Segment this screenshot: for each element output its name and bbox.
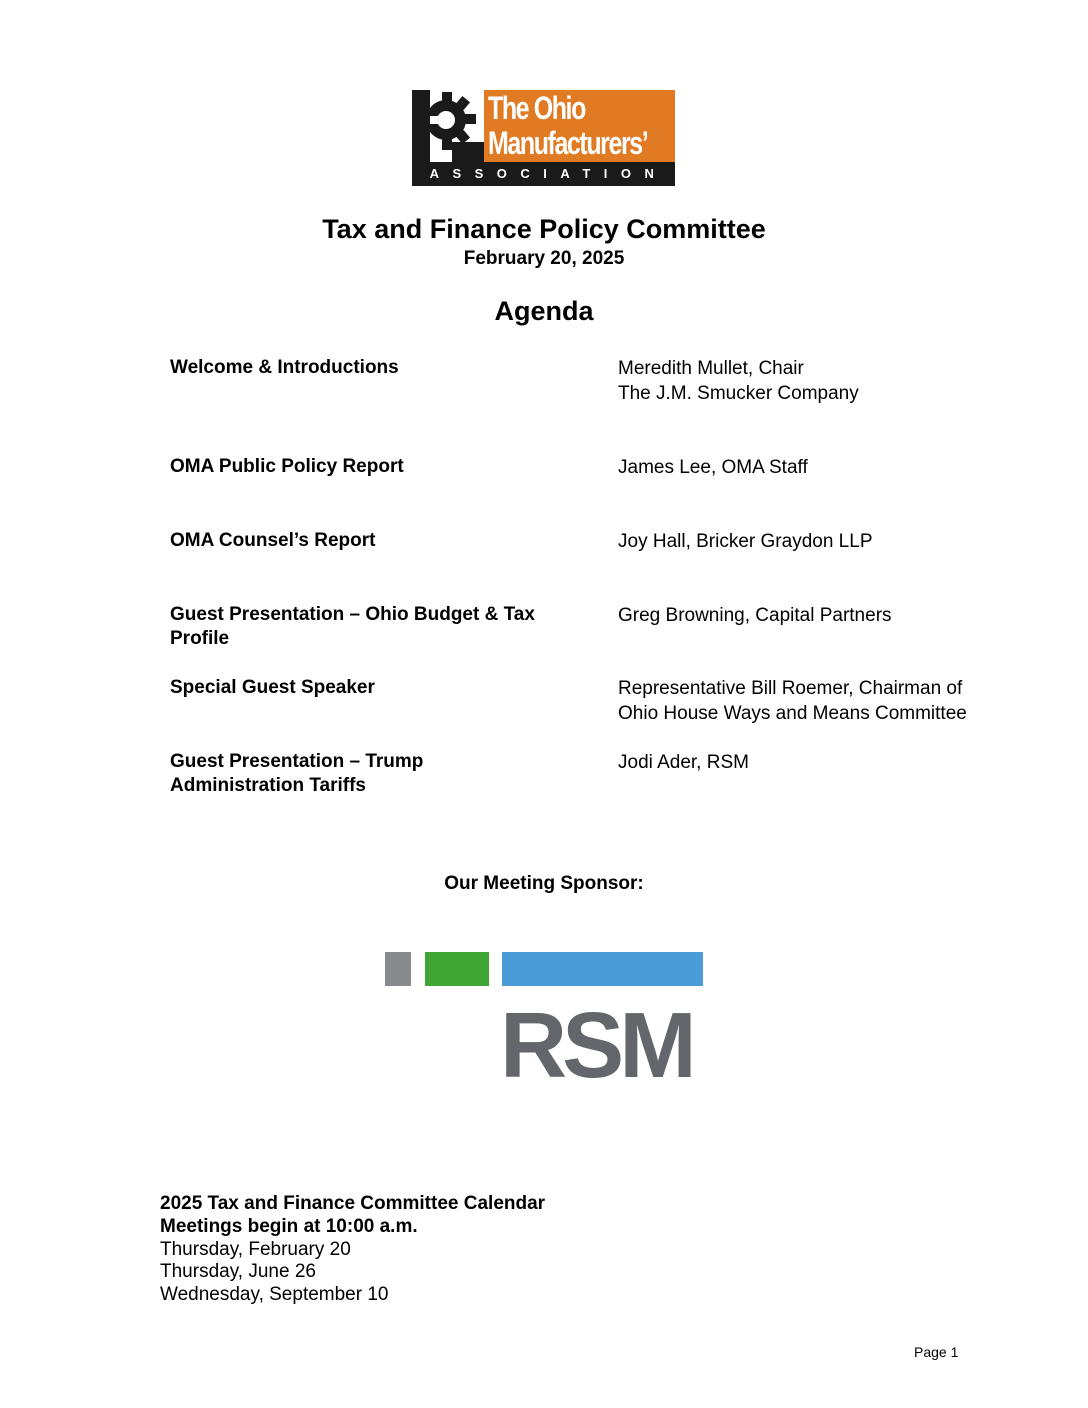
document-title: Tax and Finance Policy Committee — [322, 214, 766, 244]
page-number: Page 1 — [914, 1344, 959, 1360]
presenter-line: The J.M. Smucker Company — [618, 383, 859, 404]
agenda-presenter — [618, 529, 1058, 554]
rsm-logo-text: RSM — [500, 993, 692, 1097]
agenda-item: Special Guest Speaker — [170, 677, 375, 698]
presenter-line: Joy Hall, Bricker Graydon LLP — [618, 531, 873, 552]
logo-association-text: ASSOCIATION — [429, 166, 668, 181]
gear-icon — [412, 90, 484, 162]
logo-name-line2: Manufacturers’ — [488, 125, 648, 161]
presenter-line: Meredith Mullet, Chair — [618, 358, 804, 379]
presenter-line: Ohio House Ways and Means Committee — [618, 703, 967, 724]
agenda-item: Guest Presentation – Ohio Budget & Tax Profile — [170, 604, 535, 649]
calendar-time-note: Meetings begin at 10:00 a.m. — [160, 1216, 418, 1237]
agenda-presenter — [618, 750, 1058, 775]
logo-name-line1: The Ohio — [488, 90, 585, 126]
agenda-item: Welcome & Introductions — [170, 357, 399, 378]
presenter-line: Jodi Ader, RSM — [618, 752, 749, 773]
agenda-item: OMA Counsel’s Report — [170, 530, 376, 551]
rsm-green-bar — [425, 952, 489, 986]
presenter-line: Greg Browning, Capital Partners — [618, 605, 892, 626]
calendar-date: Thursday, February 20 — [160, 1239, 351, 1260]
oma-logo — [412, 90, 675, 186]
sponsor-label: Our Meeting Sponsor: — [444, 873, 644, 894]
presenter-line: Representative Bill Roemer, Chairman of — [618, 678, 963, 699]
rsm-logo — [384, 952, 704, 1097]
agenda-presenter — [618, 455, 1058, 480]
rsm-blue-bar — [502, 952, 703, 986]
agenda-presenter — [618, 603, 1058, 628]
calendar-title: 2025 Tax and Finance Committee Calendar — [160, 1193, 546, 1214]
rsm-gray-bar — [385, 952, 411, 986]
presenter-line: James Lee, OMA Staff — [618, 457, 808, 478]
calendar-date: Wednesday, September 10 — [160, 1284, 389, 1305]
agenda-presenter — [618, 356, 1058, 406]
meeting-date: February 20, 2025 — [463, 248, 625, 269]
agenda-presenter — [618, 676, 1058, 726]
agenda-item: OMA Public Policy Report — [170, 456, 404, 477]
agenda-heading: Agenda — [494, 296, 594, 326]
calendar-date: Thursday, June 26 — [160, 1261, 316, 1282]
agenda-item: Guest Presentation – Trump Administration Tariffs — [170, 751, 424, 796]
